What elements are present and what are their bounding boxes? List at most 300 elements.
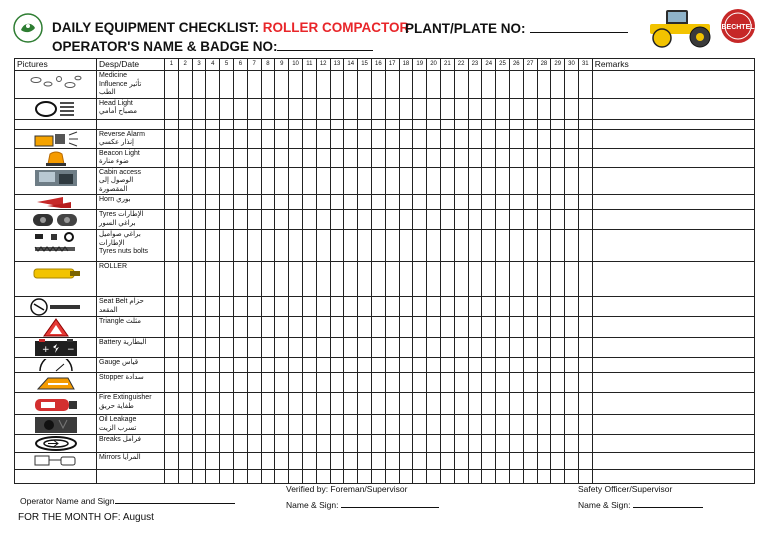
check-cell-day-24[interactable] <box>482 129 496 148</box>
check-cell-day-24[interactable] <box>482 148 496 167</box>
check-cell-day-1[interactable] <box>165 453 179 470</box>
check-cell-day-4[interactable] <box>206 71 220 99</box>
check-cell-day-17[interactable] <box>385 71 399 99</box>
check-cell-day-1[interactable] <box>165 317 179 338</box>
check-cell-day-3[interactable] <box>192 98 206 119</box>
check-cell-day-29[interactable] <box>551 98 565 119</box>
check-cell-day-30[interactable] <box>565 98 579 119</box>
check-cell-day-21[interactable] <box>440 195 454 210</box>
check-cell-day-3[interactable] <box>192 373 206 393</box>
check-cell-day-30[interactable] <box>565 415 579 435</box>
check-cell-day-2[interactable] <box>178 148 192 167</box>
check-cell-day-18[interactable] <box>399 119 413 129</box>
check-cell-day-25[interactable] <box>496 262 510 297</box>
check-cell-day-29[interactable] <box>551 230 565 262</box>
check-cell-day-24[interactable] <box>482 98 496 119</box>
check-cell-day-17[interactable] <box>385 167 399 195</box>
check-cell-day-22[interactable] <box>454 98 468 119</box>
check-cell-day-6[interactable] <box>233 453 247 470</box>
check-cell-day-5[interactable] <box>220 317 234 338</box>
check-cell-day-25[interactable] <box>496 119 510 129</box>
check-cell-day-25[interactable] <box>496 453 510 470</box>
check-cell-day-3[interactable] <box>192 262 206 297</box>
check-cell-day-15[interactable] <box>358 338 372 358</box>
check-cell-day-2[interactable] <box>178 129 192 148</box>
check-cell-day-26[interactable] <box>509 453 523 470</box>
check-cell-day-30[interactable] <box>565 148 579 167</box>
check-cell-day-11[interactable] <box>302 358 316 373</box>
check-cell-day-18[interactable] <box>399 195 413 210</box>
remarks-cell[interactable] <box>592 195 754 210</box>
remarks-cell[interactable] <box>592 262 754 297</box>
check-cell-day-12[interactable] <box>316 338 330 358</box>
check-cell-day-7[interactable] <box>247 210 261 230</box>
check-cell-day-17[interactable] <box>385 338 399 358</box>
check-cell-day-10[interactable] <box>289 129 303 148</box>
check-cell-day-31[interactable] <box>578 393 592 415</box>
check-cell-day-29[interactable] <box>551 148 565 167</box>
check-cell-day-22[interactable] <box>454 71 468 99</box>
check-cell-day-24[interactable] <box>482 230 496 262</box>
check-cell-day-27[interactable] <box>523 195 537 210</box>
check-cell-day-3[interactable] <box>192 195 206 210</box>
check-cell-day-19[interactable] <box>413 98 427 119</box>
check-cell-day-26[interactable] <box>509 470 523 484</box>
check-cell-day-20[interactable] <box>427 358 441 373</box>
check-cell-day-1[interactable] <box>165 167 179 195</box>
check-cell-day-15[interactable] <box>358 210 372 230</box>
check-cell-day-12[interactable] <box>316 71 330 99</box>
check-cell-day-28[interactable] <box>537 393 551 415</box>
check-cell-day-16[interactable] <box>371 210 385 230</box>
check-cell-day-20[interactable] <box>427 71 441 99</box>
check-cell-day-28[interactable] <box>537 129 551 148</box>
check-cell-day-20[interactable] <box>427 470 441 484</box>
check-cell-day-3[interactable] <box>192 393 206 415</box>
remarks-cell[interactable] <box>592 453 754 470</box>
check-cell-day-23[interactable] <box>468 167 482 195</box>
check-cell-day-19[interactable] <box>413 453 427 470</box>
check-cell-day-7[interactable] <box>247 195 261 210</box>
check-cell-day-18[interactable] <box>399 98 413 119</box>
check-cell-day-12[interactable] <box>316 119 330 129</box>
operator-blank-line[interactable] <box>277 38 373 51</box>
check-cell-day-8[interactable] <box>261 148 275 167</box>
check-cell-day-16[interactable] <box>371 470 385 484</box>
check-cell-day-21[interactable] <box>440 119 454 129</box>
check-cell-day-23[interactable] <box>468 373 482 393</box>
check-cell-day-26[interactable] <box>509 230 523 262</box>
check-cell-day-18[interactable] <box>399 393 413 415</box>
check-cell-day-25[interactable] <box>496 210 510 230</box>
check-cell-day-10[interactable] <box>289 230 303 262</box>
check-cell-day-3[interactable] <box>192 167 206 195</box>
check-cell-day-19[interactable] <box>413 148 427 167</box>
check-cell-day-18[interactable] <box>399 470 413 484</box>
check-cell-day-24[interactable] <box>482 358 496 373</box>
check-cell-day-30[interactable] <box>565 71 579 99</box>
check-cell-day-25[interactable] <box>496 195 510 210</box>
check-cell-day-17[interactable] <box>385 435 399 453</box>
safety-sign-line[interactable] <box>633 498 703 508</box>
check-cell-day-9[interactable] <box>275 71 289 99</box>
check-cell-day-17[interactable] <box>385 119 399 129</box>
check-cell-day-13[interactable] <box>330 119 344 129</box>
check-cell-day-17[interactable] <box>385 358 399 373</box>
check-cell-day-12[interactable] <box>316 317 330 338</box>
check-cell-day-20[interactable] <box>427 373 441 393</box>
check-cell-day-23[interactable] <box>468 338 482 358</box>
foreman-sign-line[interactable] <box>341 498 439 508</box>
check-cell-day-26[interactable] <box>509 358 523 373</box>
check-cell-day-20[interactable] <box>427 119 441 129</box>
check-cell-day-4[interactable] <box>206 119 220 129</box>
check-cell-day-11[interactable] <box>302 297 316 317</box>
check-cell-day-6[interactable] <box>233 71 247 99</box>
check-cell-day-15[interactable] <box>358 373 372 393</box>
check-cell-day-6[interactable] <box>233 119 247 129</box>
check-cell-day-30[interactable] <box>565 435 579 453</box>
check-cell-day-13[interactable] <box>330 262 344 297</box>
check-cell-day-2[interactable] <box>178 119 192 129</box>
check-cell-day-15[interactable] <box>358 415 372 435</box>
check-cell-day-19[interactable] <box>413 470 427 484</box>
check-cell-day-10[interactable] <box>289 297 303 317</box>
check-cell-day-28[interactable] <box>537 119 551 129</box>
check-cell-day-20[interactable] <box>427 195 441 210</box>
check-cell-day-29[interactable] <box>551 195 565 210</box>
check-cell-day-10[interactable] <box>289 71 303 99</box>
check-cell-day-15[interactable] <box>358 230 372 262</box>
check-cell-day-21[interactable] <box>440 435 454 453</box>
check-cell-day-8[interactable] <box>261 262 275 297</box>
check-cell-day-25[interactable] <box>496 167 510 195</box>
check-cell-day-9[interactable] <box>275 129 289 148</box>
check-cell-day-23[interactable] <box>468 358 482 373</box>
check-cell-day-8[interactable] <box>261 98 275 119</box>
check-cell-day-15[interactable] <box>358 71 372 99</box>
check-cell-day-2[interactable] <box>178 358 192 373</box>
check-cell-day-11[interactable] <box>302 195 316 210</box>
check-cell-day-31[interactable] <box>578 317 592 338</box>
check-cell-day-29[interactable] <box>551 71 565 99</box>
check-cell-day-10[interactable] <box>289 148 303 167</box>
check-cell-day-26[interactable] <box>509 317 523 338</box>
check-cell-day-9[interactable] <box>275 119 289 129</box>
check-cell-day-8[interactable] <box>261 453 275 470</box>
check-cell-day-10[interactable] <box>289 338 303 358</box>
check-cell-day-16[interactable] <box>371 317 385 338</box>
check-cell-day-26[interactable] <box>509 71 523 99</box>
plate-blank-line[interactable] <box>530 20 628 33</box>
check-cell-day-27[interactable] <box>523 210 537 230</box>
check-cell-day-18[interactable] <box>399 317 413 338</box>
check-cell-day-12[interactable] <box>316 358 330 373</box>
check-cell-day-3[interactable] <box>192 435 206 453</box>
check-cell-day-11[interactable] <box>302 98 316 119</box>
check-cell-day-26[interactable] <box>509 262 523 297</box>
check-cell-day-19[interactable] <box>413 167 427 195</box>
check-cell-day-2[interactable] <box>178 210 192 230</box>
check-cell-day-14[interactable] <box>344 297 358 317</box>
check-cell-day-1[interactable] <box>165 195 179 210</box>
check-cell-day-12[interactable] <box>316 415 330 435</box>
check-cell-day-7[interactable] <box>247 167 261 195</box>
check-cell-day-16[interactable] <box>371 373 385 393</box>
check-cell-day-19[interactable] <box>413 415 427 435</box>
remarks-cell[interactable] <box>592 435 754 453</box>
remarks-cell[interactable] <box>592 230 754 262</box>
check-cell-day-14[interactable] <box>344 129 358 148</box>
check-cell-day-22[interactable] <box>454 435 468 453</box>
check-cell-day-4[interactable] <box>206 453 220 470</box>
check-cell-day-2[interactable] <box>178 435 192 453</box>
check-cell-day-14[interactable] <box>344 119 358 129</box>
check-cell-day-8[interactable] <box>261 297 275 317</box>
remarks-cell[interactable] <box>592 148 754 167</box>
check-cell-day-21[interactable] <box>440 210 454 230</box>
check-cell-day-31[interactable] <box>578 98 592 119</box>
check-cell-day-18[interactable] <box>399 129 413 148</box>
check-cell-day-25[interactable] <box>496 415 510 435</box>
check-cell-day-15[interactable] <box>358 393 372 415</box>
check-cell-day-28[interactable] <box>537 415 551 435</box>
check-cell-day-3[interactable] <box>192 297 206 317</box>
check-cell-day-5[interactable] <box>220 167 234 195</box>
check-cell-day-31[interactable] <box>578 470 592 484</box>
check-cell-day-11[interactable] <box>302 210 316 230</box>
check-cell-day-8[interactable] <box>261 230 275 262</box>
check-cell-day-19[interactable] <box>413 129 427 148</box>
check-cell-day-11[interactable] <box>302 453 316 470</box>
check-cell-day-17[interactable] <box>385 129 399 148</box>
check-cell-day-10[interactable] <box>289 435 303 453</box>
check-cell-day-25[interactable] <box>496 129 510 148</box>
check-cell-day-20[interactable] <box>427 210 441 230</box>
check-cell-day-23[interactable] <box>468 129 482 148</box>
check-cell-day-7[interactable] <box>247 230 261 262</box>
remarks-cell[interactable] <box>592 71 754 99</box>
check-cell-day-17[interactable] <box>385 453 399 470</box>
check-cell-day-12[interactable] <box>316 435 330 453</box>
check-cell-day-29[interactable] <box>551 358 565 373</box>
check-cell-day-9[interactable] <box>275 297 289 317</box>
check-cell-day-11[interactable] <box>302 415 316 435</box>
check-cell-day-2[interactable] <box>178 262 192 297</box>
check-cell-day-23[interactable] <box>468 415 482 435</box>
check-cell-day-9[interactable] <box>275 195 289 210</box>
check-cell-day-27[interactable] <box>523 129 537 148</box>
check-cell-day-16[interactable] <box>371 129 385 148</box>
check-cell-day-4[interactable] <box>206 262 220 297</box>
check-cell-day-25[interactable] <box>496 358 510 373</box>
check-cell-day-5[interactable] <box>220 98 234 119</box>
check-cell-day-26[interactable] <box>509 210 523 230</box>
check-cell-day-13[interactable] <box>330 167 344 195</box>
check-cell-day-22[interactable] <box>454 297 468 317</box>
check-cell-day-27[interactable] <box>523 317 537 338</box>
check-cell-day-12[interactable] <box>316 230 330 262</box>
check-cell-day-6[interactable] <box>233 262 247 297</box>
check-cell-day-20[interactable] <box>427 453 441 470</box>
check-cell-day-13[interactable] <box>330 297 344 317</box>
check-cell-day-29[interactable] <box>551 393 565 415</box>
check-cell-day-17[interactable] <box>385 98 399 119</box>
check-cell-day-20[interactable] <box>427 338 441 358</box>
check-cell-day-26[interactable] <box>509 98 523 119</box>
check-cell-day-31[interactable] <box>578 210 592 230</box>
check-cell-day-20[interactable] <box>427 148 441 167</box>
remarks-cell[interactable] <box>592 373 754 393</box>
check-cell-day-9[interactable] <box>275 358 289 373</box>
check-cell-day-5[interactable] <box>220 297 234 317</box>
check-cell-day-13[interactable] <box>330 453 344 470</box>
check-cell-day-13[interactable] <box>330 393 344 415</box>
check-cell-day-17[interactable] <box>385 393 399 415</box>
check-cell-day-5[interactable] <box>220 453 234 470</box>
check-cell-day-25[interactable] <box>496 71 510 99</box>
check-cell-day-24[interactable] <box>482 262 496 297</box>
check-cell-day-10[interactable] <box>289 317 303 338</box>
check-cell-day-14[interactable] <box>344 415 358 435</box>
check-cell-day-23[interactable] <box>468 71 482 99</box>
check-cell-day-18[interactable] <box>399 262 413 297</box>
check-cell-day-5[interactable] <box>220 148 234 167</box>
check-cell-day-31[interactable] <box>578 415 592 435</box>
check-cell-day-24[interactable] <box>482 297 496 317</box>
check-cell-day-25[interactable] <box>496 230 510 262</box>
check-cell-day-29[interactable] <box>551 167 565 195</box>
check-cell-day-29[interactable] <box>551 435 565 453</box>
check-cell-day-7[interactable] <box>247 338 261 358</box>
check-cell-day-1[interactable] <box>165 148 179 167</box>
check-cell-day-21[interactable] <box>440 358 454 373</box>
check-cell-day-2[interactable] <box>178 393 192 415</box>
check-cell-day-3[interactable] <box>192 148 206 167</box>
check-cell-day-28[interactable] <box>537 98 551 119</box>
check-cell-day-23[interactable] <box>468 393 482 415</box>
check-cell-day-19[interactable] <box>413 230 427 262</box>
check-cell-day-30[interactable] <box>565 358 579 373</box>
check-cell-day-8[interactable] <box>261 119 275 129</box>
check-cell-day-22[interactable] <box>454 230 468 262</box>
check-cell-day-6[interactable] <box>233 358 247 373</box>
check-cell-day-28[interactable] <box>537 262 551 297</box>
check-cell-day-7[interactable] <box>247 470 261 484</box>
check-cell-day-31[interactable] <box>578 297 592 317</box>
check-cell-day-9[interactable] <box>275 470 289 484</box>
check-cell-day-21[interactable] <box>440 338 454 358</box>
check-cell-day-2[interactable] <box>178 338 192 358</box>
remarks-cell[interactable] <box>592 470 754 484</box>
check-cell-day-17[interactable] <box>385 195 399 210</box>
check-cell-day-15[interactable] <box>358 317 372 338</box>
check-cell-day-10[interactable] <box>289 210 303 230</box>
check-cell-day-7[interactable] <box>247 435 261 453</box>
check-cell-day-11[interactable] <box>302 167 316 195</box>
check-cell-day-15[interactable] <box>358 262 372 297</box>
operator-sign-line[interactable] <box>115 494 235 504</box>
check-cell-day-17[interactable] <box>385 297 399 317</box>
check-cell-day-14[interactable] <box>344 195 358 210</box>
check-cell-day-14[interactable] <box>344 148 358 167</box>
check-cell-day-9[interactable] <box>275 453 289 470</box>
check-cell-day-14[interactable] <box>344 453 358 470</box>
check-cell-day-9[interactable] <box>275 262 289 297</box>
check-cell-day-18[interactable] <box>399 435 413 453</box>
check-cell-day-21[interactable] <box>440 148 454 167</box>
check-cell-day-12[interactable] <box>316 148 330 167</box>
check-cell-day-5[interactable] <box>220 195 234 210</box>
check-cell-day-13[interactable] <box>330 98 344 119</box>
check-cell-day-13[interactable] <box>330 358 344 373</box>
remarks-cell[interactable] <box>592 393 754 415</box>
check-cell-day-24[interactable] <box>482 338 496 358</box>
check-cell-day-5[interactable] <box>220 470 234 484</box>
check-cell-day-19[interactable] <box>413 393 427 415</box>
check-cell-day-25[interactable] <box>496 98 510 119</box>
check-cell-day-22[interactable] <box>454 415 468 435</box>
check-cell-day-21[interactable] <box>440 262 454 297</box>
check-cell-day-16[interactable] <box>371 230 385 262</box>
check-cell-day-22[interactable] <box>454 210 468 230</box>
check-cell-day-28[interactable] <box>537 210 551 230</box>
check-cell-day-10[interactable] <box>289 98 303 119</box>
check-cell-day-27[interactable] <box>523 453 537 470</box>
check-cell-day-7[interactable] <box>247 262 261 297</box>
check-cell-day-29[interactable] <box>551 297 565 317</box>
check-cell-day-13[interactable] <box>330 129 344 148</box>
check-cell-day-30[interactable] <box>565 317 579 338</box>
check-cell-day-7[interactable] <box>247 453 261 470</box>
check-cell-day-2[interactable] <box>178 317 192 338</box>
check-cell-day-21[interactable] <box>440 453 454 470</box>
check-cell-day-13[interactable] <box>330 210 344 230</box>
check-cell-day-28[interactable] <box>537 195 551 210</box>
check-cell-day-4[interactable] <box>206 393 220 415</box>
check-cell-day-19[interactable] <box>413 297 427 317</box>
check-cell-day-23[interactable] <box>468 470 482 484</box>
check-cell-day-13[interactable] <box>330 71 344 99</box>
check-cell-day-31[interactable] <box>578 119 592 129</box>
check-cell-day-8[interactable] <box>261 71 275 99</box>
check-cell-day-12[interactable] <box>316 262 330 297</box>
check-cell-day-1[interactable] <box>165 415 179 435</box>
check-cell-day-11[interactable] <box>302 338 316 358</box>
check-cell-day-4[interactable] <box>206 98 220 119</box>
check-cell-day-4[interactable] <box>206 470 220 484</box>
check-cell-day-2[interactable] <box>178 373 192 393</box>
check-cell-day-3[interactable] <box>192 129 206 148</box>
check-cell-day-20[interactable] <box>427 435 441 453</box>
check-cell-day-2[interactable] <box>178 470 192 484</box>
check-cell-day-20[interactable] <box>427 393 441 415</box>
check-cell-day-29[interactable] <box>551 470 565 484</box>
check-cell-day-24[interactable] <box>482 210 496 230</box>
check-cell-day-10[interactable] <box>289 373 303 393</box>
check-cell-day-16[interactable] <box>371 435 385 453</box>
check-cell-day-16[interactable] <box>371 453 385 470</box>
check-cell-day-5[interactable] <box>220 262 234 297</box>
check-cell-day-24[interactable] <box>482 119 496 129</box>
check-cell-day-30[interactable] <box>565 195 579 210</box>
check-cell-day-12[interactable] <box>316 297 330 317</box>
remarks-cell[interactable] <box>592 119 754 129</box>
check-cell-day-1[interactable] <box>165 210 179 230</box>
check-cell-day-7[interactable] <box>247 297 261 317</box>
check-cell-day-17[interactable] <box>385 262 399 297</box>
check-cell-day-2[interactable] <box>178 415 192 435</box>
